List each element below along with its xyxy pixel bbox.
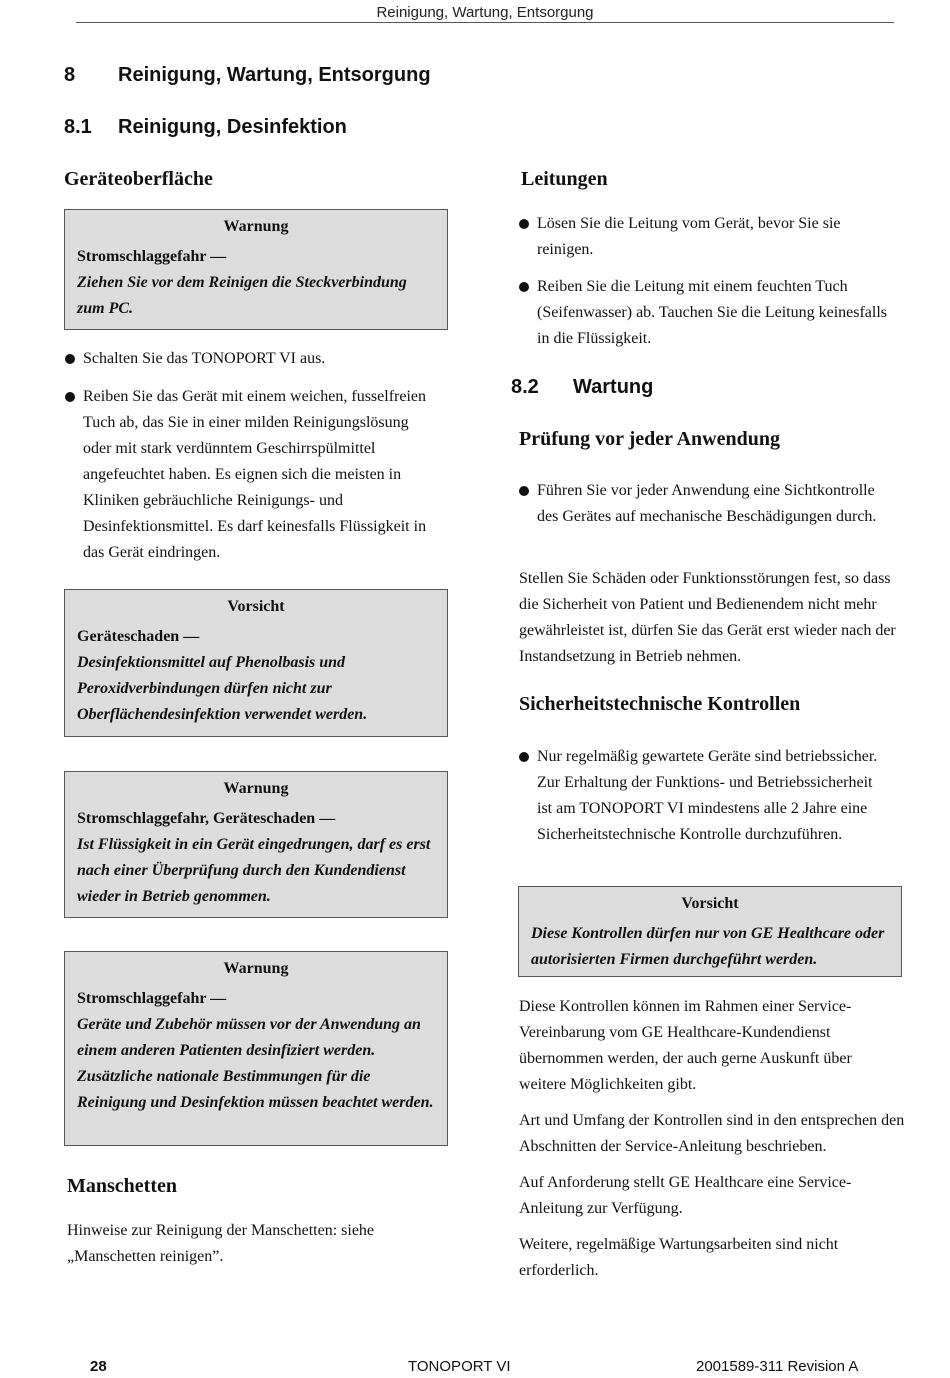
- warning-box-1-text: Ziehen Sie vor dem Reinigen die Steckverbindung zum PC.: [77, 274, 407, 317]
- warning-box-2-subtitle: Stromschlaggefahr, Geräteschaden —: [77, 810, 336, 827]
- section-8-2-title: Wartung: [573, 376, 654, 398]
- kontrollen-paragraph-4: Weitere, regelmäßige Wartungsarbeiten sind nicht erforderlich.: [519, 1236, 839, 1279]
- caution-box-1-title: Vorsicht: [227, 598, 285, 615]
- subheading-leitungen: Leitungen: [521, 168, 608, 190]
- kontrollen-paragraph-1: Diese Kontrollen können im Rahmen einer Service-Vereinbarung vom GE Healthcare-Kundendienst übernommen werden, der auch gerne Auskunft über weitere Möglichkeiten gibt.: [519, 998, 852, 1093]
- warning-box-3-title: Warnung: [223, 960, 289, 977]
- page-number: 28: [90, 1358, 107, 1375]
- warning-box-1-title: Warnung: [223, 218, 289, 235]
- subheading-manschetten: Manschetten: [67, 1175, 177, 1197]
- warning-box-1: [64, 209, 448, 330]
- warning-box-2-title: Warnung: [223, 780, 289, 797]
- section-8-2-number: 8.2: [511, 376, 539, 398]
- list-item: Führen Sie vor jeder Anwendung eine Sichtkontrolle des Gerätes auf mechanische Beschädigungen durch.: [519, 478, 889, 530]
- section-8-1-title: Reinigung, Desinfektion: [118, 116, 347, 138]
- chapter-heading: [64, 64, 431, 87]
- section-8-1-number: 8.1: [64, 116, 92, 138]
- footer-doc-id: 2001589-311 Revision A: [696, 1358, 859, 1375]
- chapter-title: Reinigung, Wartung, Entsorgung: [118, 64, 431, 86]
- warning-box-3: [64, 951, 448, 1146]
- warning-box-2: [64, 771, 448, 918]
- warning-box-2-text: Ist Flüssigkeit in ein Gerät eingedrungen, darf es erst nach einer Überprüfung durch den Kundendienst wieder in Betrieb genommen.: [77, 836, 431, 905]
- kontrollen-paragraph-3: Auf Anforderung stellt GE Healthcare eine Service-Anleitung zur Verfügung.: [519, 1174, 852, 1217]
- caution-box-1-text: Desinfektionsmittel auf Phenolbasis und Peroxidverbindungen dürfen nicht zur Oberflächendesinfektion verwendet werden.: [77, 654, 368, 723]
- list-item: Reiben Sie das Gerät mit einem weichen, fusselfreien Tuch ab, das Sie in einer milden Reinigungslösung oder mit stark verdünntem Geschirrspülmittel angefeuchtet haben. Es eignen sich die meisten in Kliniken gebräuchliche Reinigungs- und Desinfektionsmittel. Es darf keinesfalls Flüssigkeit in das Gerät eindringen.: [65, 384, 435, 566]
- kontrollen-paragraph-2: Art und Umfang der Kontrollen sind in den entsprechen den Abschnitten der Service-Anleitung beschrieben.: [519, 1112, 905, 1155]
- footer-product: TONOPORT VI: [408, 1358, 511, 1375]
- caution-box-1: [64, 589, 448, 737]
- caution-box-2-text: Diese Kontrollen dürfen nur von GE Healthcare oder autorisierten Firmen durchgeführt werden.: [531, 925, 885, 968]
- list-item: Lösen Sie die Leitung vom Gerät, bevor Sie sie reinigen.: [519, 211, 889, 263]
- manschetten-text: Hinweise zur Reinigung der Manschetten: siehe „Manschetten reinigen”.: [67, 1222, 375, 1265]
- caution-box-2: [518, 886, 902, 977]
- warning-box-3-subtitle: Stromschlaggefahr —: [77, 990, 227, 1007]
- caution-box-1-subtitle: Geräteschaden —: [77, 628, 200, 645]
- section-8-1-heading: [64, 116, 347, 139]
- running-header: Reinigung, Wartung, Entsorgung: [376, 4, 594, 21]
- caution-box-2-title: Vorsicht: [681, 895, 739, 912]
- warning-box-3-text: Geräte und Zubehör müssen vor der Anwendung an einem anderen Patienten desinfiziert werden. Zusätzliche nationale Bestimmungen für die Reinigung und Desinfektion müssen beachtet werden.: [77, 1016, 434, 1111]
- chapter-number: 8: [64, 64, 76, 86]
- header-rule: [76, 22, 894, 23]
- subheading-kontrollen: Sicherheitstechnische Kontrollen: [519, 693, 801, 715]
- warning-box-1-subtitle: Stromschlaggefahr —: [77, 248, 227, 265]
- list-item: Schalten Sie das TONOPORT VI aus.: [65, 346, 435, 372]
- section-8-2-heading: [511, 376, 653, 399]
- subheading-geraeteoberflaeche: Geräteoberfläche: [64, 168, 213, 190]
- subheading-pruefung: Prüfung vor jeder Anwendung: [519, 428, 780, 450]
- list-item: Nur regelmäßig gewartete Geräte sind betriebssicher. Zur Erhaltung der Funktions- und Betriebssicherheit ist am TONOPORT VI mindestens alle 2 Jahre eine Sicherheitstechnische Kontrolle durchzuführen.: [519, 744, 891, 848]
- list-item: Reiben Sie die Leitung mit einem feuchten Tuch (Seifenwasser) ab. Tauchen Sie die Leitung keinesfalls in die Flüssigkeit.: [519, 274, 889, 352]
- pruefung-paragraph: Stellen Sie Schäden oder Funktionsstörungen fest, so dass die Sicherheit von Patient und Bedienendem nicht mehr gewährleistet ist, dürfen Sie das Gerät erst wieder nach der Instandsetzung in Betrieb nehmen.: [519, 570, 896, 665]
